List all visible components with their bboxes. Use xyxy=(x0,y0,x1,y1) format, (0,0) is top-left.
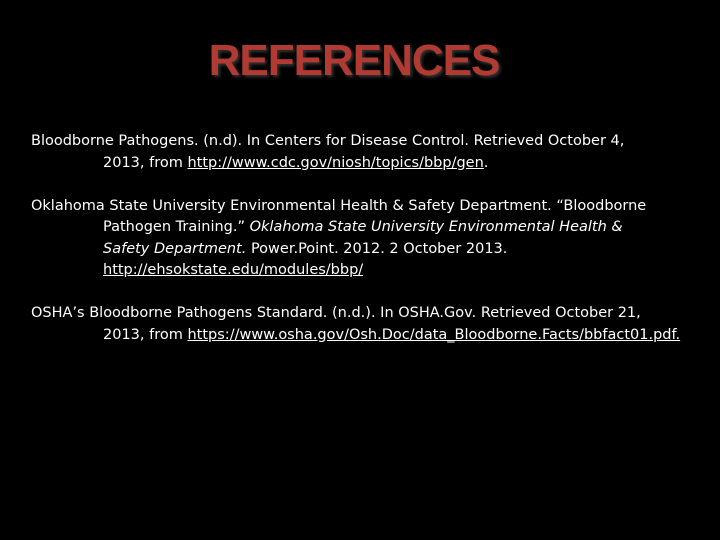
reference-line xyxy=(31,325,711,347)
reference-line xyxy=(31,153,711,175)
reference-text: . xyxy=(483,154,489,171)
reference-line: OSHA’s Bloodborne Pathogens Standard. (n.d.). In OSHA.Gov. Retrieved October 21, xyxy=(31,305,641,321)
reference-osha xyxy=(31,303,711,346)
reference-link-osu[interactable]: http://ehsokstate.edu/modules/bbp/ xyxy=(103,262,364,278)
reference-line xyxy=(31,260,711,282)
reference-text: Power.Point. 2012. 2 October 2013. xyxy=(246,240,508,257)
references-list xyxy=(31,131,711,368)
reference-italic-text: Safety Department. xyxy=(103,240,247,257)
reference-line: Oklahoma State University Environmental Health & Safety Department. “Bloodborne xyxy=(31,197,647,214)
reference-line xyxy=(31,239,711,261)
reference-link-cdc[interactable]: http://www.cdc.gov/niosh/topics/bbp/gen xyxy=(187,154,484,171)
reference-italic-text: Oklahoma State University Environmental Health & xyxy=(249,219,623,235)
reference-cdc xyxy=(31,131,711,174)
reference-line xyxy=(31,217,711,239)
slide-title: REFERENCES xyxy=(208,36,500,85)
reference-osu xyxy=(31,196,711,282)
reference-text: 2013, from xyxy=(103,154,188,171)
reference-text: 2013, from xyxy=(103,326,188,343)
reference-line: Bloodborne Pathogens. (n.d). In Centers for Disease Control. Retrieved October 4, xyxy=(31,133,625,149)
reference-text: Pathogen Training.” xyxy=(103,219,250,235)
reference-link-osha[interactable]: https://www.osha.gov/Osh.Doc/data_Bloodborne.Facts/bbfact01.pdf. xyxy=(187,326,681,343)
